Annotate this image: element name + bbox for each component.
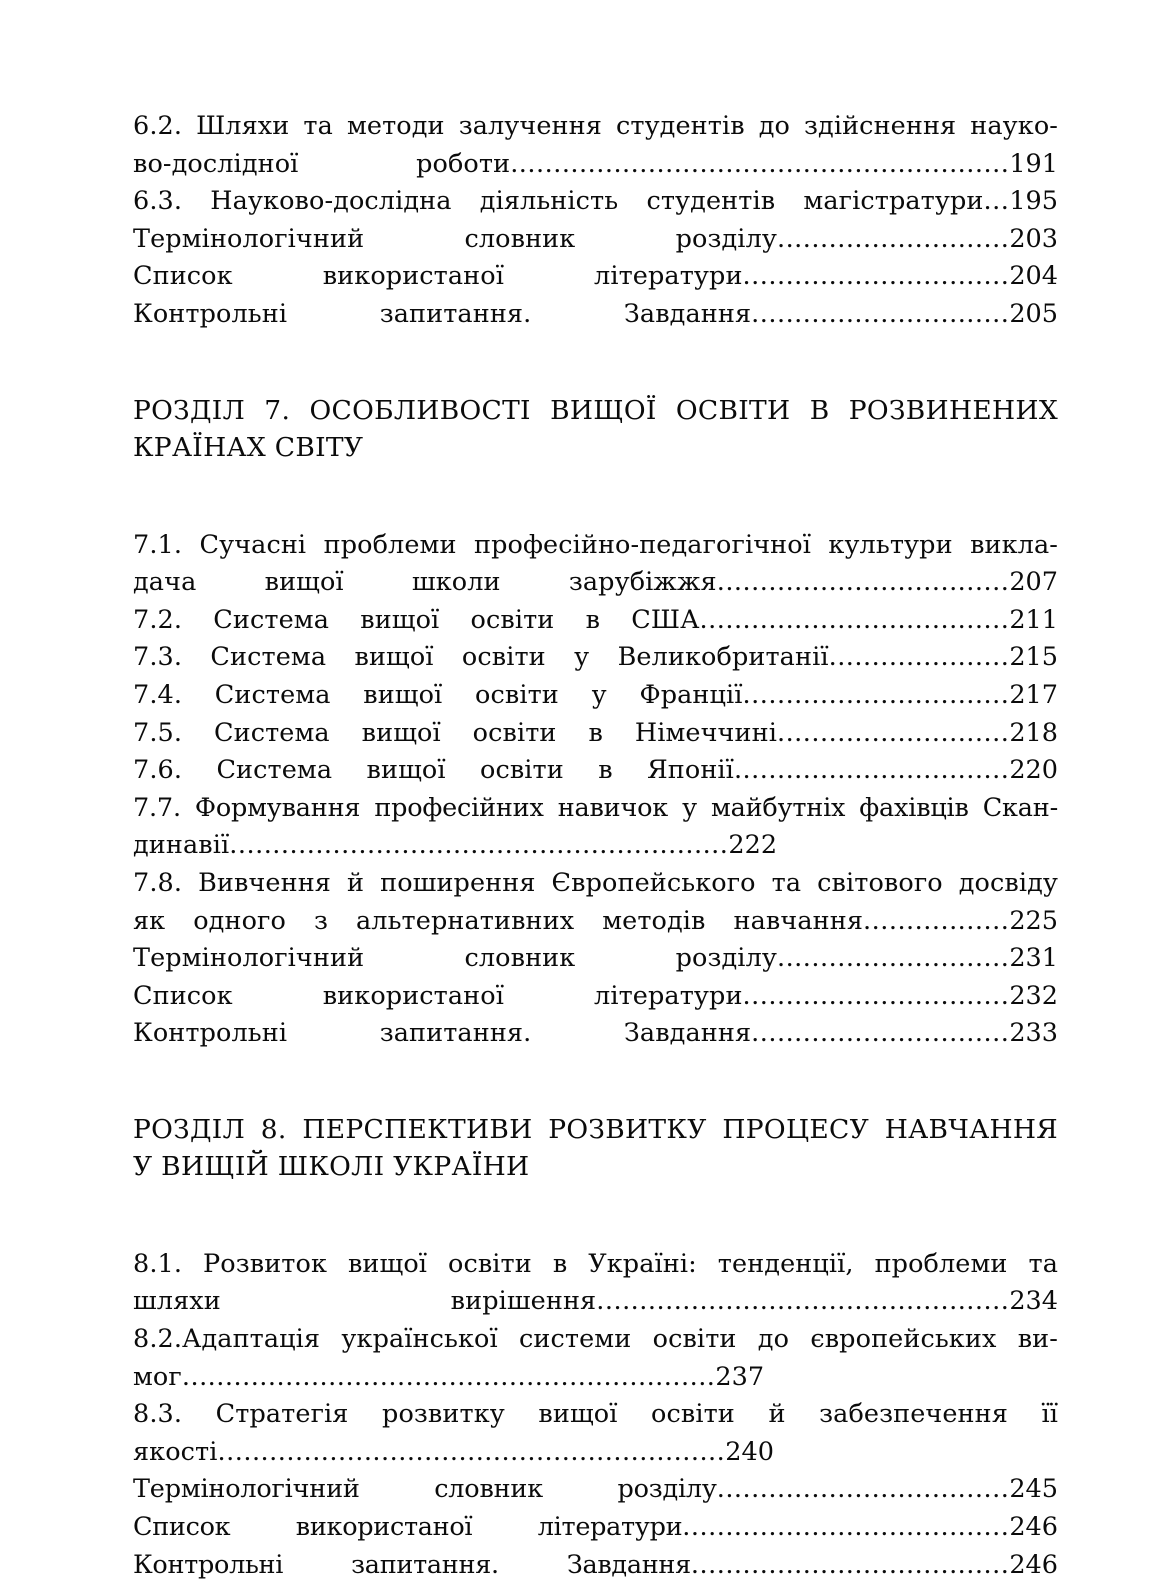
toc-page-number: 211	[1009, 604, 1058, 635]
toc-entry-title: 7.1. Сучасні проблеми професійно-педагогічної культури викла-	[133, 529, 1058, 560]
leader-dots: .....................................	[690, 1549, 1010, 1580]
toc-page-number: 246	[1009, 1512, 1058, 1543]
toc-entry[interactable]	[133, 527, 1058, 565]
toc-entry[interactable]	[133, 602, 1058, 640]
chapter-heading-7	[133, 392, 1058, 467]
toc-entry-title: Список використаної літератури	[133, 980, 743, 1011]
toc-entry[interactable]	[133, 715, 1058, 753]
toc-entry[interactable]	[133, 1471, 1058, 1509]
chapter-heading-line-1: РОЗДІЛ 7. ОСОБЛИВОСТІ ВИЩОЇ ОСВІТИ В РОЗВИНЕНИХ	[133, 394, 1058, 426]
toc-page-number: 240	[725, 1436, 774, 1467]
toc-page-number: 205	[1009, 298, 1058, 329]
toc-entry[interactable]	[133, 108, 1058, 146]
toc-page-number: 232	[1009, 980, 1058, 1011]
toc-entry-title: 8.1. Розвиток вищої освіти в Україні: тенденції, проблеми та	[133, 1248, 1058, 1279]
chapter-heading-line-2: У ВИЩІЙ ШКОЛІ УКРАЇНИ	[133, 1151, 530, 1183]
toc-entry-title-cont: во-дослідної роботи	[133, 148, 511, 179]
chapter-heading-line-2: КРАЇНАХ СВІТУ	[133, 432, 364, 464]
toc-entry[interactable]	[133, 940, 1058, 978]
toc-page-number: 225	[1009, 905, 1058, 936]
toc-page-number: 231	[1009, 943, 1058, 974]
leader-dots: ..................................	[716, 1474, 1010, 1505]
leader-dots: ...........................................................	[217, 1436, 726, 1467]
toc-page-number: 246	[1009, 1549, 1058, 1580]
toc-entry[interactable]	[133, 752, 1058, 790]
toc-entry[interactable]	[133, 677, 1058, 715]
toc-entry-title: 6.2. Шляхи та методи залучення студентів до здійснення науко-	[133, 111, 1058, 141]
spacer	[133, 1053, 1058, 1111]
toc-page-number: 233	[1009, 1018, 1058, 1049]
toc-entry-title: 7.3. Система вищої освіти у Великобританії	[133, 642, 829, 673]
toc-entry-title: 8.2.Адаптація української системи освіти до європейських ви-	[133, 1324, 1058, 1355]
toc-entry-title: Список використаної літератури	[133, 1512, 683, 1543]
leader-dots: ..................................	[716, 567, 1010, 598]
toc-entry-title: 7.4. Система вищої освіти у Франції	[133, 679, 743, 710]
toc-entry[interactable]	[133, 1246, 1058, 1284]
toc-page-number: 234	[1009, 1286, 1058, 1317]
spacer	[133, 1186, 1058, 1246]
leader-dots: ...	[983, 186, 1010, 217]
toc-entry[interactable]	[133, 1509, 1058, 1547]
toc-page-number: 217	[1009, 679, 1058, 710]
toc-entry-title-cont: дача вищої школи зарубіжжя	[133, 567, 717, 598]
spacer	[133, 334, 1058, 392]
toc-entry-title-cont: мог	[133, 1361, 182, 1392]
toc-page-number: 215	[1009, 642, 1058, 673]
toc-entry-title-cont: як одного з альтернативних методів навчання	[133, 905, 864, 936]
toc-entry[interactable]	[133, 1396, 1058, 1434]
toc-entry-title: 7.7. Формування професійних навичок у майбутніх фахівців Скан-	[133, 792, 1058, 823]
toc-entry[interactable]	[133, 1321, 1058, 1359]
toc-entry-title-cont: якості	[133, 1436, 218, 1467]
spacer	[133, 467, 1058, 527]
toc-entry[interactable]	[133, 258, 1058, 296]
toc-entry-title: Контрольні запитання. Завдання	[133, 1018, 752, 1049]
toc-entry[interactable]	[133, 1015, 1058, 1053]
toc-content	[133, 108, 1058, 1584]
toc-page-number: 204	[1009, 261, 1058, 292]
leader-dots: ................................................	[596, 1286, 1010, 1317]
toc-group-chapter-7	[133, 527, 1058, 1053]
toc-entry-title: Термінологічний словник розділу	[133, 223, 777, 254]
toc-entry[interactable]	[133, 183, 1058, 221]
toc-entry-title: Список використаної літератури	[133, 261, 743, 292]
toc-entry[interactable]	[133, 221, 1058, 259]
toc-entry-continuation[interactable]	[133, 827, 1058, 865]
toc-entry-title: Контрольні запитання. Завдання	[133, 1549, 691, 1580]
leader-dots: ...............................	[742, 261, 1010, 292]
leader-dots: ..............................	[751, 298, 1010, 329]
toc-page-number: 220	[1009, 755, 1058, 786]
toc-entry-title: 7.8. Вивчення й поширення Європейського та світового досвіду	[133, 867, 1058, 898]
toc-entry[interactable]	[133, 978, 1058, 1016]
toc-entry[interactable]	[133, 296, 1058, 334]
toc-page-number: 191	[1009, 148, 1058, 179]
leader-dots: ................................	[733, 755, 1010, 786]
leader-dots: ...............................	[742, 980, 1010, 1011]
toc-page-number: 195	[1009, 186, 1058, 217]
toc-entry[interactable]	[133, 865, 1058, 903]
toc-entry-title: Термінологічний словник розділу	[133, 943, 777, 974]
toc-entry[interactable]	[133, 639, 1058, 677]
leader-dots: ...........................	[776, 223, 1010, 254]
toc-entry-title: 8.3. Стратегія розвитку вищої освіти й забезпечення її	[133, 1399, 1058, 1430]
toc-group-chapter-6	[133, 108, 1058, 334]
toc-entry-continuation[interactable]	[133, 903, 1058, 941]
toc-page-number: 237	[715, 1361, 765, 1392]
leader-dots: .....................	[828, 642, 1010, 673]
toc-page-number: 218	[1009, 717, 1058, 748]
toc-entry[interactable]	[133, 1547, 1058, 1584]
toc-page-number: 245	[1009, 1474, 1058, 1505]
leader-dots: ..........................................................	[510, 148, 1010, 179]
leader-dots: ....................................	[699, 604, 1010, 635]
toc-page-number: 207	[1009, 567, 1058, 598]
toc-entry-title: Термінологічний словник розділу	[133, 1474, 717, 1505]
toc-entry-title-cont: шляхи вирішення	[133, 1286, 597, 1317]
leader-dots: ..............................................................	[181, 1361, 716, 1392]
leader-dots: ...............................	[742, 679, 1010, 710]
toc-entry-continuation[interactable]	[133, 1283, 1058, 1321]
leader-dots: ..........................................................	[229, 830, 729, 861]
chapter-heading-8	[133, 1111, 1058, 1186]
toc-page-number: 222	[728, 830, 778, 861]
leader-dots: ..............................	[751, 1018, 1010, 1049]
leader-dots: .................	[863, 905, 1010, 936]
toc-group-chapter-8	[133, 1246, 1058, 1584]
chapter-heading-line-1: РОЗДІЛ 8. ПЕРСПЕКТИВИ РОЗВИТКУ ПРОЦЕСУ НАВЧАННЯ	[133, 1113, 1058, 1145]
leader-dots: ......................................	[682, 1512, 1010, 1543]
toc-entry-continuation[interactable]	[133, 146, 1058, 184]
toc-page-number: 203	[1009, 223, 1058, 254]
leader-dots: ...........................	[776, 717, 1010, 748]
toc-entry-continuation[interactable]	[133, 1434, 1058, 1472]
toc-entry-continuation[interactable]	[133, 1359, 1058, 1397]
toc-entry-continuation[interactable]	[133, 564, 1058, 602]
toc-entry-title: 7.5. Система вищої освіти в Німеччині	[133, 717, 777, 748]
toc-entry-title: 7.2. Система вищої освіти в США	[133, 604, 700, 635]
toc-entry-title: 7.6. Система вищої освіти в Японії	[133, 755, 734, 786]
toc-entry-title-cont: динавії	[133, 830, 230, 861]
toc-entry-title: Контрольні запитання. Завдання	[133, 298, 752, 329]
toc-entry-title: 6.3. Науково-дослідна діяльність студентів магістратури	[133, 186, 984, 217]
leader-dots: ...........................	[776, 943, 1010, 974]
toc-entry[interactable]	[133, 790, 1058, 828]
